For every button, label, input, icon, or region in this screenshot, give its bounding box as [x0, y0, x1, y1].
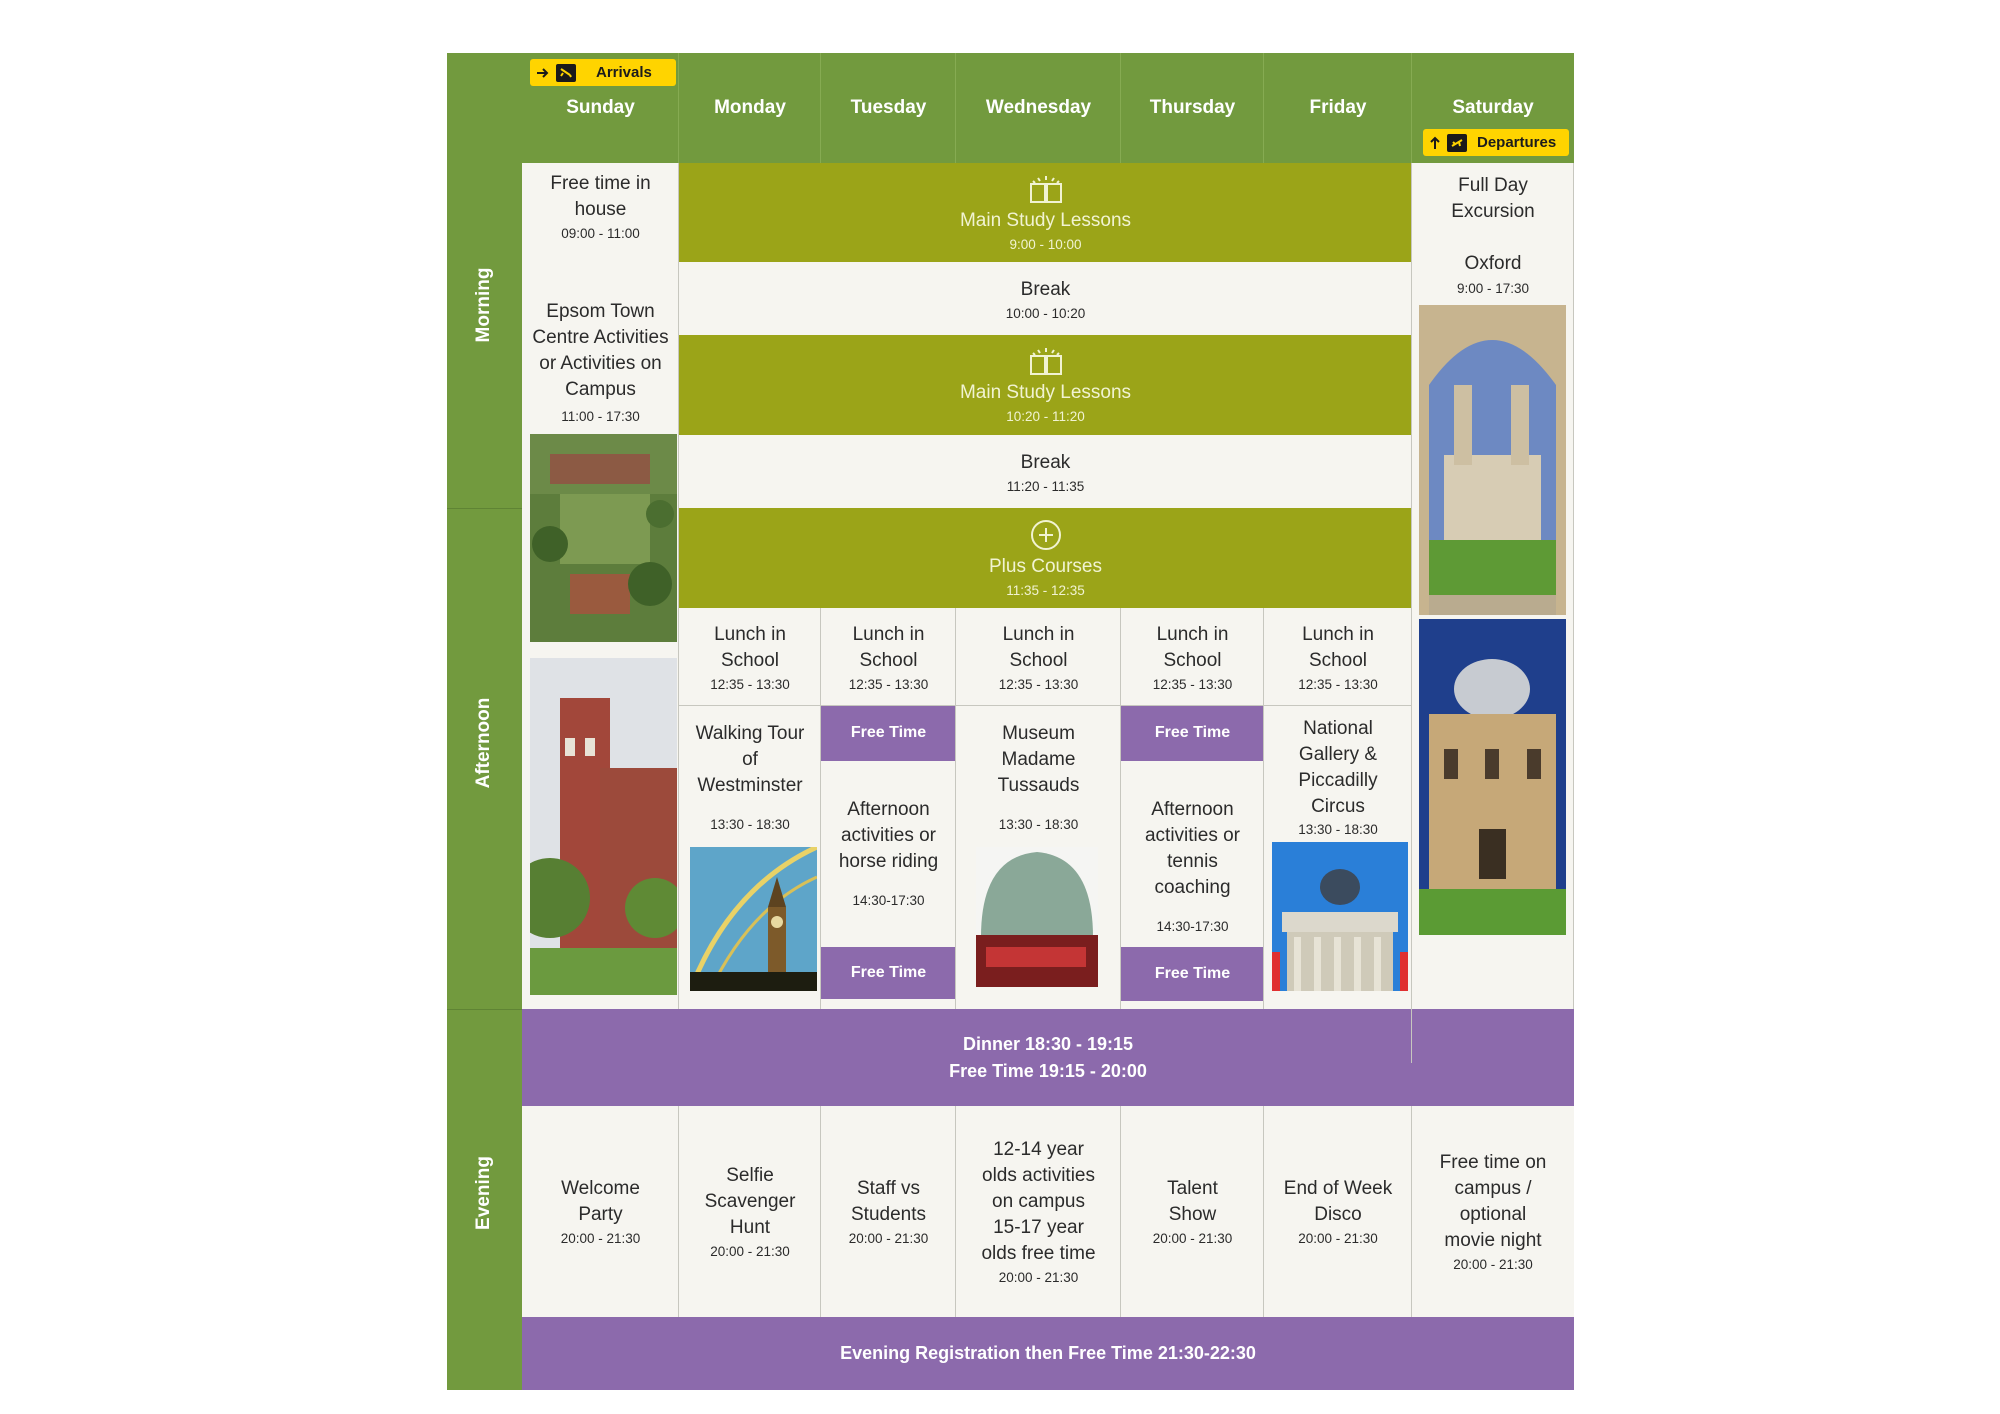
tuesday-free-time-top: Free Time: [821, 705, 956, 761]
period-evening: Evening: [473, 1156, 494, 1230]
evening-tuesday: Staff vs Students 20:00 - 21:30: [848, 1178, 929, 1246]
day-friday: Friday: [1309, 97, 1367, 118]
main-study-lessons-2: Main Study Lessons 10:20 - 11:20: [679, 335, 1412, 435]
lunch-monday: Lunch in School 12:35 - 13:30: [710, 624, 790, 692]
monday-walking-tour: Walking Tour of Westminster 13:30 - 18:30: [695, 723, 805, 832]
evening-wednesday: 12-14 year olds activities on campus 15-17 year olds free time 20:00 - 21:30: [981, 1139, 1096, 1285]
period-morning: Morning: [473, 267, 494, 343]
sunday-free-time: Free time in house 09:00 - 11:00: [550, 173, 651, 241]
epsom-aerial-photo: [530, 434, 677, 642]
day-tuesday: Tuesday: [850, 97, 927, 118]
madame-tussauds-photo: [976, 847, 1098, 987]
sunday-epsom-activities: Epsom Town Centre Activities or Activities on Campus 11:00 - 17:30: [532, 301, 669, 424]
big-ben-photo: [690, 847, 817, 991]
arrivals-label: Arrivals: [596, 64, 652, 81]
tuesday-free-time-bottom: Free Time: [821, 947, 956, 999]
tuesday-afternoon-activities: Afternoon activities or horse riding 14:30-17:30: [838, 799, 939, 908]
departures-label: Departures: [1477, 134, 1557, 151]
day-saturday: Saturday: [1452, 97, 1534, 118]
lunch-friday: Lunch in School 12:35 - 13:30: [1298, 624, 1378, 692]
epsom-college-photo: [530, 658, 677, 995]
plus-circle-icon: [1029, 518, 1063, 552]
plane-landing-icon: [556, 64, 576, 82]
evening-sunday: Welcome Party 20:00 - 21:30: [560, 1178, 641, 1246]
evening-friday: End of Week Disco 20:00 - 21:30: [1283, 1178, 1393, 1246]
thursday-afternoon-activities: Afternoon activities or tennis coaching 14:30-17:30: [1144, 799, 1241, 934]
friday-national-gallery: National Gallery & Piccadilly Circus 13:30 - 18:30: [1298, 718, 1378, 837]
departures-badge: [1423, 129, 1569, 156]
evening-saturday: Free time on campus / optional movie night 20:00 - 21:30: [1439, 1152, 1547, 1272]
weekly-schedule: [447, 53, 1574, 1390]
plane-takeoff-icon: [1447, 134, 1467, 152]
evening-monday: Selfie Scavenger Hunt 20:00 - 21:30: [704, 1165, 796, 1259]
day-thursday: Thursday: [1149, 97, 1236, 118]
lunch-tuesday: Lunch in School 12:35 - 13:30: [848, 624, 929, 692]
break-1: Break 10:00 - 10:20: [679, 262, 1412, 335]
national-gallery-photo: [1272, 842, 1408, 991]
saturday-excursion: Full Day Excursion Oxford 9:00 - 17:30: [1451, 175, 1535, 296]
book-icon: [1027, 174, 1065, 208]
plus-courses: Plus Courses 11:35 - 12:35: [679, 508, 1412, 608]
oxford-college-photo: [1419, 305, 1566, 615]
radcliffe-camera-photo: [1419, 619, 1566, 935]
period-afternoon: Afternoon: [473, 697, 494, 789]
main-study-lessons-1: Main Study Lessons 9:00 - 10:00: [679, 163, 1412, 262]
lunch-wednesday: Lunch in School 12:35 - 13:30: [998, 624, 1079, 692]
day-sunday: Sunday: [566, 97, 635, 118]
wednesday-madame-tussauds: Museum Madame Tussauds 13:30 - 18:30: [997, 723, 1080, 832]
arrow-right-icon: [536, 66, 550, 80]
evening-thursday: Talent Show 20:00 - 21:30: [1152, 1178, 1233, 1246]
break-2: Break 11:20 - 11:35: [679, 435, 1412, 508]
thursday-free-time-bottom: Free Time: [1121, 947, 1264, 1001]
day-wednesday: Wednesday: [985, 97, 1092, 118]
day-monday: Monday: [714, 97, 786, 118]
evening-registration-bar: Evening Registration then Free Time 21:30-22:30: [522, 1317, 1574, 1390]
book-icon: [1027, 346, 1065, 380]
thursday-free-time-top: Free Time: [1121, 705, 1264, 761]
lunch-thursday: Lunch in School 12:35 - 13:30: [1152, 624, 1233, 692]
dinner-bar: Dinner 18:30 - 19:15 Free Time 19:15 - 20:00: [522, 1009, 1574, 1106]
arrivals-badge: [530, 59, 676, 86]
arrow-up-icon: [1429, 136, 1441, 150]
